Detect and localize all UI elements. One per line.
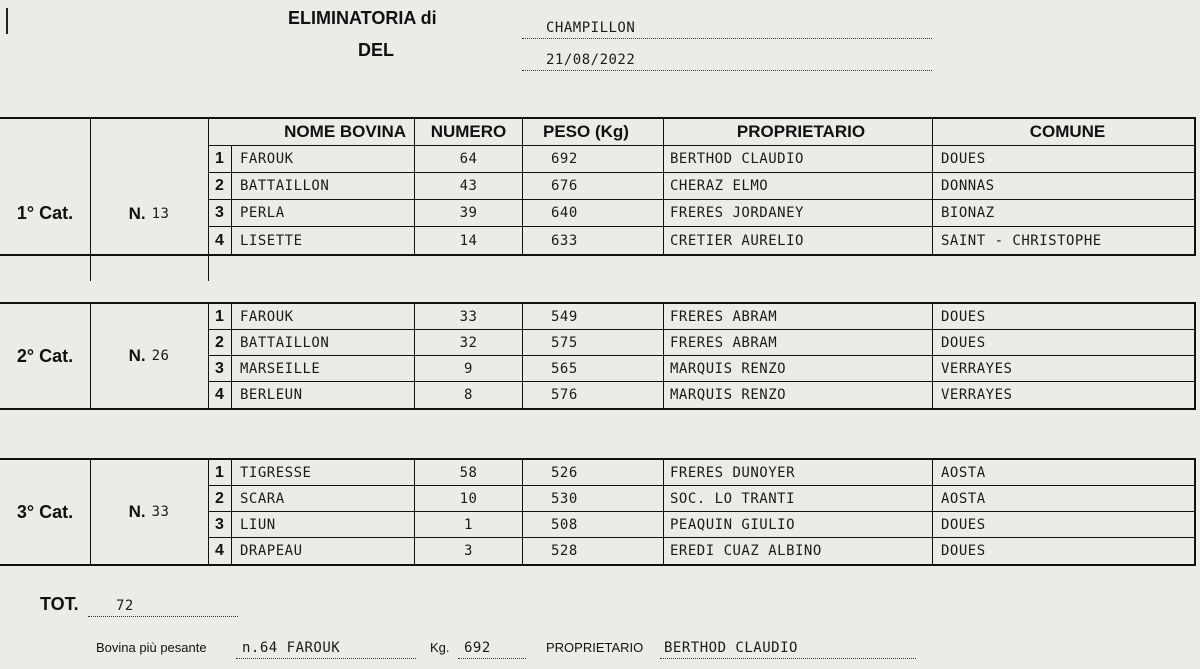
owner-value: BERTHOD CLAUDIO <box>664 640 798 656</box>
rank-number: 3 <box>208 200 232 226</box>
cow-weight: 526 <box>523 460 664 485</box>
count-value: 26 <box>151 348 170 364</box>
table-row <box>208 486 1194 512</box>
rank-number: 1 <box>208 460 232 485</box>
kg-value: 692 <box>464 640 491 656</box>
date-field <box>522 50 932 71</box>
cow-weight: 692 <box>523 146 664 172</box>
cow-name: DRAPEAU <box>232 538 415 564</box>
header-numero: NUMERO <box>415 119 523 145</box>
table-row <box>208 304 1194 330</box>
cow-number: 10 <box>415 486 523 511</box>
category-label: 3° Cat. <box>0 460 91 564</box>
total-field <box>88 596 238 617</box>
header-peso: PESO (Kg) <box>523 119 664 145</box>
header-proprietario: PROPRIETARIO <box>664 119 933 145</box>
header-comune: COMUNE <box>1029 122 1106 141</box>
cow-name: LISETTE <box>232 227 415 254</box>
event-value: CHAMPILLON <box>546 20 636 36</box>
rank-number: 4 <box>208 538 232 564</box>
cow-number: 9 <box>415 356 523 381</box>
town-name: DOUES <box>941 543 986 559</box>
rank-number: 2 <box>208 330 232 355</box>
table-row <box>208 460 1194 486</box>
cow-number: 14 <box>415 227 523 254</box>
cow-weight: 528 <box>523 538 664 564</box>
category-block <box>0 117 1196 256</box>
count-value: 33 <box>151 504 170 520</box>
category-label: 1° Cat. <box>0 119 91 281</box>
total-label: TOT. <box>40 594 79 614</box>
count-label: N. <box>128 203 146 223</box>
kg-field <box>458 638 526 659</box>
cow-name: PERLA <box>232 200 415 226</box>
results-table <box>208 119 1194 254</box>
owner-name: CRETIER AURELIO <box>664 227 933 254</box>
category-block <box>0 302 1196 410</box>
table-row <box>208 146 1194 173</box>
owner-name: SOC. LO TRANTI <box>664 486 933 511</box>
town-name: AOSTA <box>941 490 986 507</box>
cow-name: TIGRESSE <box>232 460 415 485</box>
category-count <box>90 304 209 408</box>
cow-weight: 676 <box>523 173 664 199</box>
cow-name: MARSEILLE <box>232 356 415 381</box>
cow-name: BERLEUN <box>232 382 415 408</box>
count-label: N. <box>128 502 146 521</box>
cow-number: 3 <box>415 538 523 564</box>
town-name: VERRAYES <box>941 360 1013 377</box>
table-row <box>208 173 1194 200</box>
rank-number: 2 <box>208 486 232 511</box>
table-row <box>208 200 1194 227</box>
cow-number: 58 <box>415 460 523 485</box>
owner-name: MARQUIS RENZO <box>664 356 933 381</box>
table-header <box>208 119 1194 146</box>
town-name: DOUES <box>941 308 986 325</box>
rank-number: 1 <box>208 304 232 329</box>
cow-name: FAROUK <box>232 146 415 172</box>
cow-number: 39 <box>415 200 523 226</box>
cow-name: BATTAILLON <box>232 173 415 199</box>
rank-number: 4 <box>208 382 232 408</box>
count-value: 13 <box>151 205 170 222</box>
town-name: BIONAZ <box>941 205 995 221</box>
rank-number: 3 <box>208 512 232 537</box>
table-row <box>208 356 1194 382</box>
cow-weight: 576 <box>523 382 664 408</box>
owner-label: PROPRIETARIO <box>546 640 644 655</box>
results-table <box>208 460 1194 564</box>
category-count <box>90 460 209 564</box>
kg-label: Kg. <box>430 640 450 655</box>
town-name: DOUES <box>941 151 986 167</box>
cow-weight: 549 <box>523 304 664 329</box>
table-row <box>208 538 1194 564</box>
owner-name: PEAQUIN GIULIO <box>664 512 933 537</box>
header-nome-bovina: NOME BOVINA <box>208 119 415 145</box>
count-label: N. <box>128 346 146 365</box>
cow-number: 43 <box>415 173 523 199</box>
cow-number: 1 <box>415 512 523 537</box>
rank-number: 4 <box>208 227 232 254</box>
total-value: 72 <box>116 598 134 614</box>
date-label: DEL <box>358 40 394 60</box>
owner-name: FRERES ABRAM <box>664 304 933 329</box>
table-row <box>208 330 1194 356</box>
town-name: VERRAYES <box>941 387 1013 403</box>
category-label: 2° Cat. <box>0 304 91 408</box>
owner-name: EREDI CUAZ ALBINO <box>664 538 933 564</box>
owner-name: FRERES DUNOYER <box>664 460 933 485</box>
cow-name: FAROUK <box>232 304 415 329</box>
results-table <box>208 304 1194 408</box>
cow-name: BATTAILLON <box>232 330 415 355</box>
owner-name: FRERES JORDANEY <box>664 200 933 226</box>
heaviest-field <box>236 638 416 659</box>
town-name: SAINT - CHRISTOPHE <box>941 232 1102 249</box>
town-name: AOSTA <box>941 464 986 481</box>
cow-weight: 565 <box>523 356 664 381</box>
owner-field <box>660 638 916 659</box>
owner-name: CHERAZ ELMO <box>664 173 933 199</box>
town-name: DOUES <box>941 334 986 351</box>
cow-number: 33 <box>415 304 523 329</box>
rank-number: 1 <box>208 146 232 172</box>
town-name: DONNAS <box>941 178 995 194</box>
category-count <box>90 119 209 281</box>
cow-weight: 640 <box>523 200 664 226</box>
cow-weight: 633 <box>523 227 664 254</box>
cow-weight: 508 <box>523 512 664 537</box>
date-value: 21/08/2022 <box>546 52 636 68</box>
rank-number: 2 <box>208 173 232 199</box>
rank-number: 3 <box>208 356 232 381</box>
heaviest-value: n.64 FAROUK <box>242 640 341 656</box>
cow-name: SCARA <box>232 486 415 511</box>
table-row <box>208 227 1194 254</box>
owner-name: MARQUIS RENZO <box>664 382 933 408</box>
cow-name: LIUN <box>232 512 415 537</box>
event-label: ELIMINATORIA di <box>288 8 437 28</box>
cow-weight: 530 <box>523 486 664 511</box>
cow-number: 64 <box>415 146 523 172</box>
cow-weight: 575 <box>523 330 664 355</box>
table-row <box>208 382 1194 408</box>
table-row <box>208 512 1194 538</box>
cow-number: 8 <box>415 382 523 408</box>
town-name: DOUES <box>941 516 986 533</box>
margin-mark <box>6 8 8 34</box>
cow-number: 32 <box>415 330 523 355</box>
heaviest-label: Bovina più pesante <box>96 640 207 655</box>
event-field <box>522 18 932 39</box>
owner-name: BERTHOD CLAUDIO <box>664 146 933 172</box>
category-block <box>0 458 1196 566</box>
owner-name: FRERES ABRAM <box>664 330 933 355</box>
